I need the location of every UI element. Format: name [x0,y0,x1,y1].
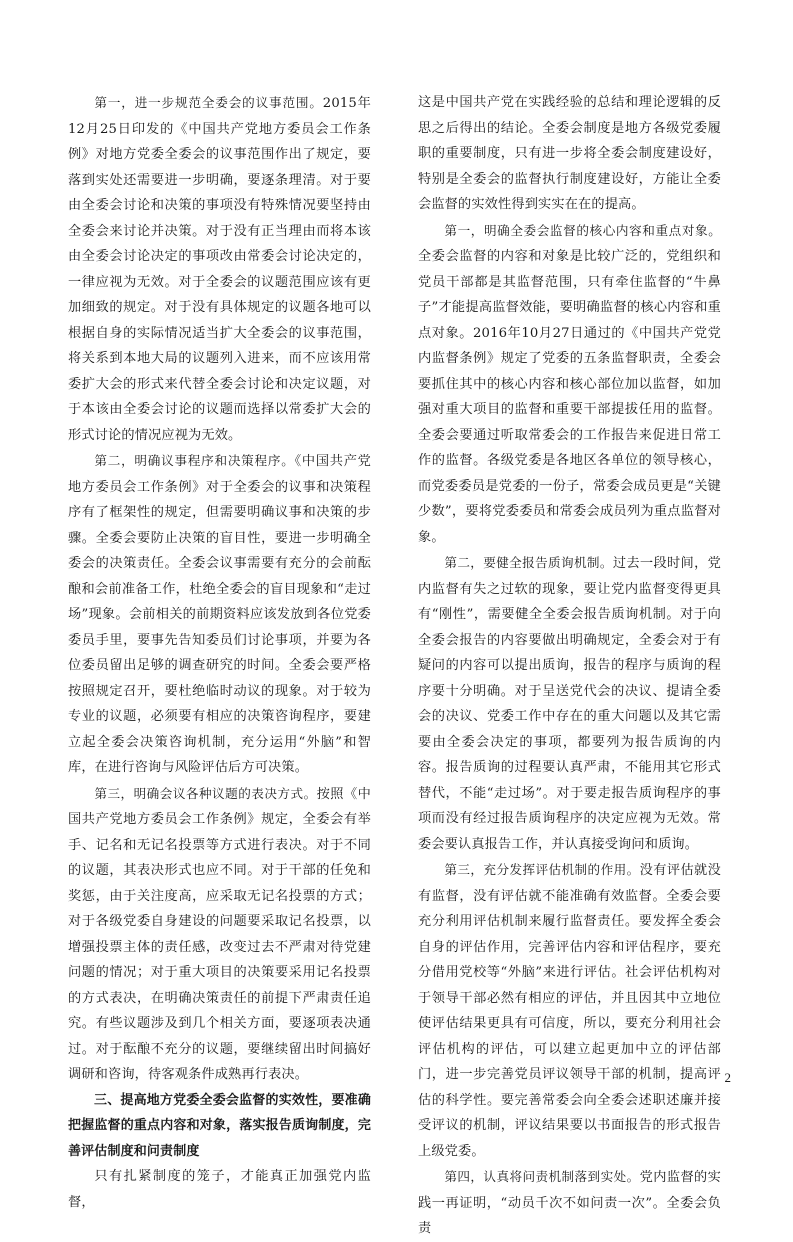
paragraph-accountability [418,1164,721,1242]
paragraph-text: 2015年12月25日印发的《中国共产党地方委员会工作条例》对地方党委全委会的议事范围作出了规定，要落到实处还需要进一步明确，要逐条理清。对于要由全委会讨论和决策的事项没有特殊情况要坚持由全委会来讨论并决策。对于没有正当理由而将本该由全委会讨论决定的事项改由常委会讨论决定的，一律应视为无效。对于全委会的议题范围应该有更加细致的规定。对于没有具体规定的议题各地可以根据自身的实际情况适当扩大全委会的议事范围，将关系到本地大局的议题列入进来，而不应该用常委扩大会的形式来代替全委会讨论和决定议题，对于本该由全委会讨论的议题而选择以常委扩大会的形式讨论的情况应视为无效。 [68,96,371,443]
paragraph-text: 《中国共产党地方委员会工作条例》对于全委会的议事和决策程序有了框架性的规定，但需要明确议事和决策的步骤。全委会要防止决策的盲目性，要进一步明确全委会的决策责任。全委会议事需要有充分的会前酝酿和会前准备工作，杜绝全委会的盲目现象和“走过场”现象。会前相关的前期资料应该发放到各位党委委员手里，要事先告知委员们讨论事项，并要为各位委员留出足够的调查研究的时间。全委会要严格按照规定召开，要杜绝临时动议的现象。对于较为专业的议题，必须要有相应的决策咨询程序，要建立起全委会决策咨询机制，充分运用“外脑”和智库，在进行咨询与风险评估后方可决策。 [68,454,371,775]
paragraph-procedure [68,448,371,781]
paragraph-lead: 第三，充分发挥评估机制的作用。 [444,862,640,877]
paragraph-text: 按照《中国共产党地方委员会工作条例》规定，全委会有举手、记名和无记名投票等方式进行表决。对于不同的议题，其表决形式也应不同。对于干部的任免和奖惩，由于关注度高，应采取无记名投票的方式；对于各级党委自身建设的问题要采取记名投票，以增强投票主体的责任感，改变过去不严肃对待党建问题的情况；对于重大项目的决策要采用记名投票的方式表决，在明确决策责任的前提下严肃责任追究。有些议题涉及到几个相关方面，要逐项表决通过。对于酝酿不充分的议题，要继续留出时间搞好调研和咨询，待客观条件成熟再行表决。 [68,786,371,1082]
paragraph-cage: 只有扎紧制度的笼子，才能真正加强党内监督， [68,1169,371,1210]
section-heading: 三、提高地方党委全委会监督的实效性，要准确把握监督的重点内容和对象，落实报告质询制度，完善评估制度和问责制度 [68,1092,371,1159]
paragraph-lead: 第一，明确全委会监督的核心内容和重点对象。 [444,222,721,238]
paragraph-lead: 第四，认真将问责机制落到实处。 [444,1169,640,1184]
paragraph-supervision-focus [418,218,721,551]
paragraph-continuation: 这是中国共产党在实践经验的总结和理论逻辑的反思之后得出的结论。全委会制度是地方各级党委履职的重要制度，只有进一步将全委会制度建设好，特别是全委会的监督执行制度建设好，方能让全委会监督的实效性得到实实在在的提高。 [418,95,721,212]
right-column [418,90,721,1242]
paragraph-lead: 第二，要健全报告质询机制。 [444,555,613,570]
paragraph-text: 没有评估就没有监督，没有评估就不能准确有效监督。全委会要充分利用评估机制来履行监督责任。要发挥全委会自身的评估作用，完善评估内容和评估程序，要充分借用党校等“外脑”来进行评估。社会评估机构对于领导干部必然有相应的评估，并且因其中立地位使评估结果更具有可信度，所以，要充分利用社会评估机构的评估，可以建立起更加中立的评估部门，进一步完善党员评议领导干部的机制，提高评估的科学性。要完善常委会向全委会述职述廉并接受评议的机制，评议结果要以书面报告的形式报告上级党委。 [418,863,722,1159]
paragraph-lead: 第三，明确会议各种议题的表决方式。 [94,785,317,801]
paragraph-evaluation [418,857,721,1164]
paragraph-text: 全委会监督的内容和对象是比较广泛的，党组织和党员干部都是其监督范围，只有牵住监督的“牛鼻子”才能提高监督效能，要明确监督的核心内容和重点对象。2016年10月27日通过的《中国共产党党内监督条例》规定了党委的五条监督职责，全委会要抓住其中的核心内容和核心部位加以监督，如加强对重大项目的监督和重要干部提拔任用的监督。全委会要通过听取常委会的工作报告来促进日常工作的监督。各级党委是各地区各单位的领导核心，而党委委员是党委的一份子，常委会成员更是“关键少数”，要将党委委员和常委会成员列为重点监督对象。 [418,249,721,545]
paragraph-lead: 第一，进一步规范全委会的议事范围。 [94,95,323,110]
paragraph-voting [68,781,371,1088]
paragraph-lead: 第二，明确议事程序和决策程序。 [94,453,295,468]
paragraph-text: 过去一段时间，党内监督有失之过软的现象，要让党内监督变得更具有“刚性”，需要健全全委会报告质询机制。对于向全委会报告的内容要做出明确规定，全委会对于有疑问的内容可以提出质询，报告的程序与质询的程序要十分明确。对于呈送党代会的决议、提请全委会的决议、党委工作中存在的重大问题以及其它需要由全委会决定的事项，都要列为报告质询的内容。报告质询的过程要认真严肃，不能用其它形式替代，不能“走过场”。对于要走报告质询程序的事项而没有经过报告质询程序的决定应视为无效。常委会要认真报告工作，并认真接受询问和质询。 [418,556,721,852]
left-column [68,90,371,1215]
paragraph-report-inquiry [418,550,721,857]
paragraph-agenda-scope [68,90,371,448]
page-number: 2 [724,1070,731,1085]
paragraph-text: 党内监督的实践一再证明，“动员千次不如问责一次”。全委会负责 [418,1170,722,1236]
